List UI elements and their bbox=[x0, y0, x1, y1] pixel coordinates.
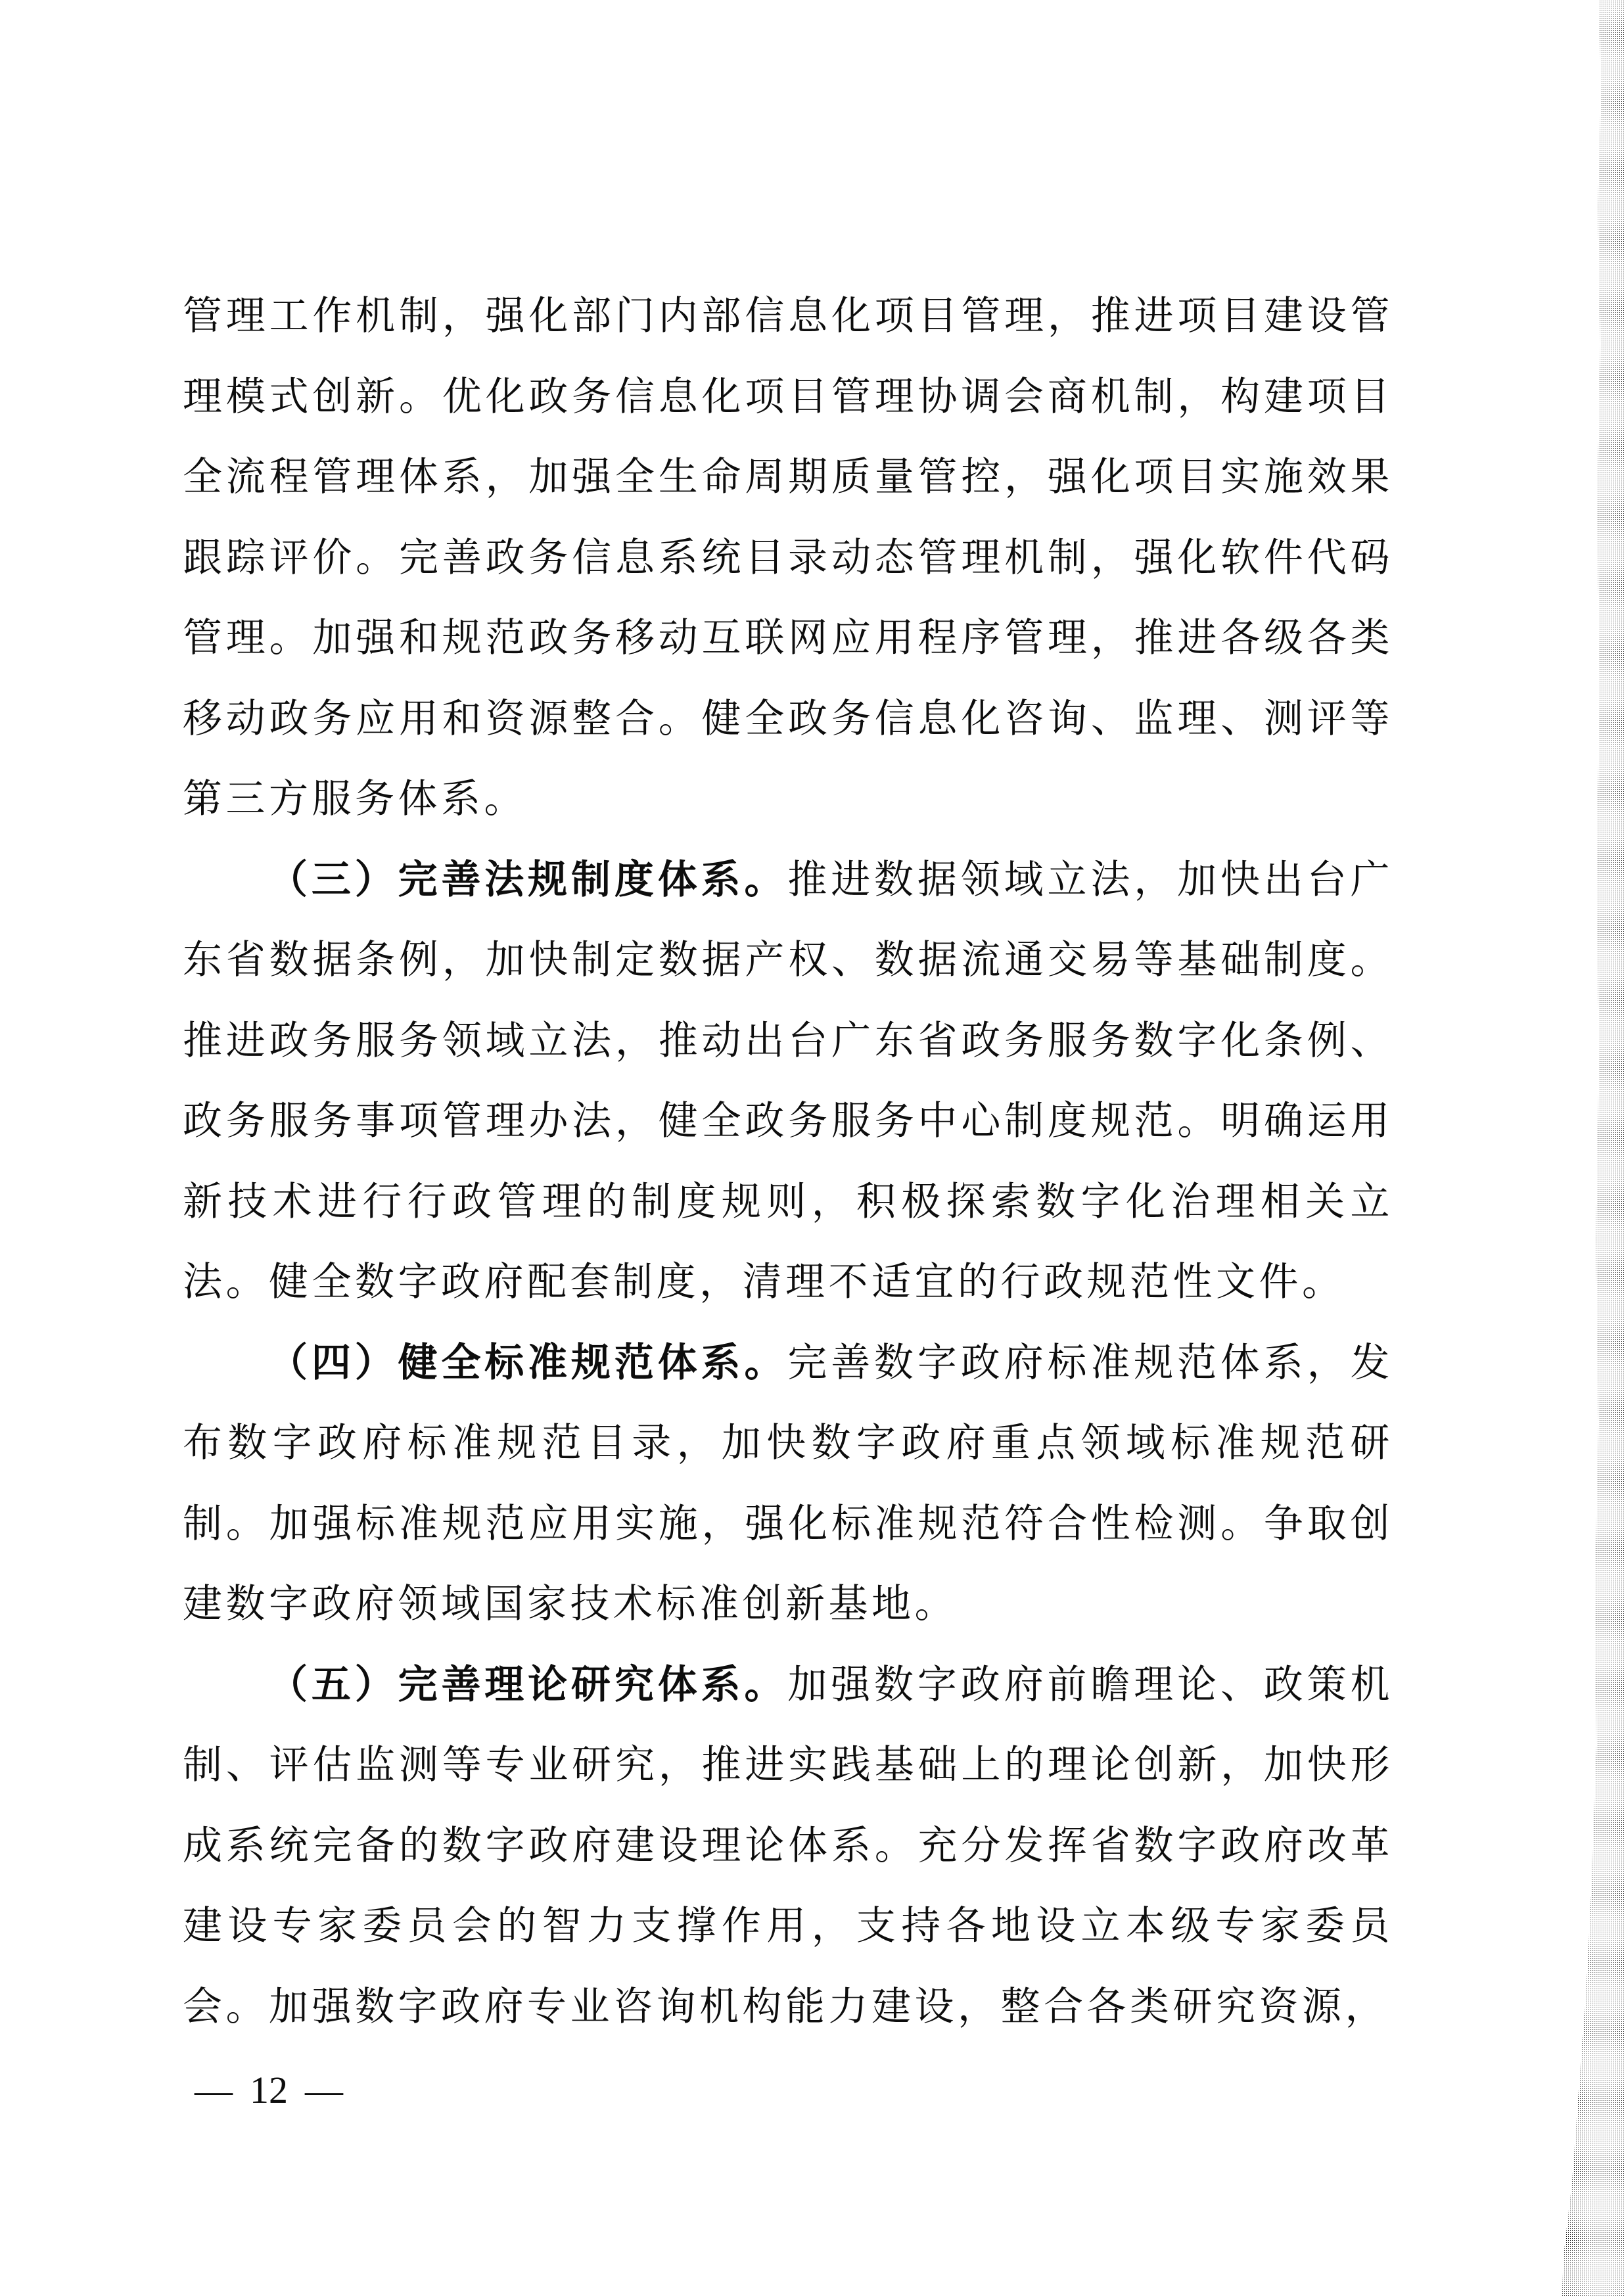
section-4-heading: （四）健全标准规范体系。 bbox=[268, 1341, 788, 1385]
paragraph-continuation bbox=[183, 276, 1393, 840]
text-block bbox=[183, 276, 1393, 2047]
footer-dash-right: — bbox=[305, 2069, 343, 2111]
section-5-body: 加强数字政府前瞻理论、政策机制、评估监测等专业研究，推进实践基础上的理论创新，加快形成系统完备的数字政府建设理论体系。充分发挥省数字政府改革建设专家委员会的智力支撑作用，支持各地设立本级专家委员会。加强数字政府专业咨询机构能力建设，整合各类研究资源， bbox=[183, 1663, 1394, 2029]
paragraph-section-5 bbox=[183, 1645, 1393, 2048]
paragraph-section-3 bbox=[183, 840, 1393, 1323]
footer-dash-left: — bbox=[195, 2069, 233, 2111]
section-4-body: 完善数字政府标准规范体系，发布数字政府标准规范目录，加快数字政府重点领域标准规范研制。加强标准规范应用实施，强化标准规范符合性检测。争取创建数字政府领域国家技术标准创新基地。 bbox=[183, 1341, 1394, 1626]
section-3-heading: （三）完善法规制度体系。 bbox=[268, 858, 788, 902]
paragraph-continuation-body: 管理工作机制，强化部门内部信息化项目管理，推进项目建设管理模式创新。优化政务信息化项目管理协调会商机制，构建项目全流程管理体系，加强全生命周期质量管控，强化项目实施效果跟踪评价。完善政务信息系统目录动态管理机制，强化软件代码管理。加强和规范政务移动互联网应用程序管理，推进各级各类移动政务应用和资源整合。健全政务信息化咨询、监理、测评等第三方服务体系。 bbox=[183, 294, 1393, 821]
section-5-heading: （五）完善理论研究体系。 bbox=[268, 1663, 788, 1707]
page-footer bbox=[195, 2067, 343, 2113]
paragraph-section-4 bbox=[183, 1323, 1393, 1645]
page-number: 12 bbox=[250, 2069, 288, 2111]
section-3-body: 推进数据领域立法，加快出台广东省数据条例，加快制定数据产权、数据流通交易等基础制度。推进政务服务领域立法，推动出台广东省政务服务数字化条例、政务服务事项管理办法，健全政务服务中心制度规范。明确运用新技术进行行政管理的制度规则，积极探索数字化治理相关立法。健全数字政府配套制度，清理不适宜的行政规范性文件。 bbox=[183, 858, 1394, 1304]
scan-edge-shadow bbox=[1562, 0, 1624, 2296]
